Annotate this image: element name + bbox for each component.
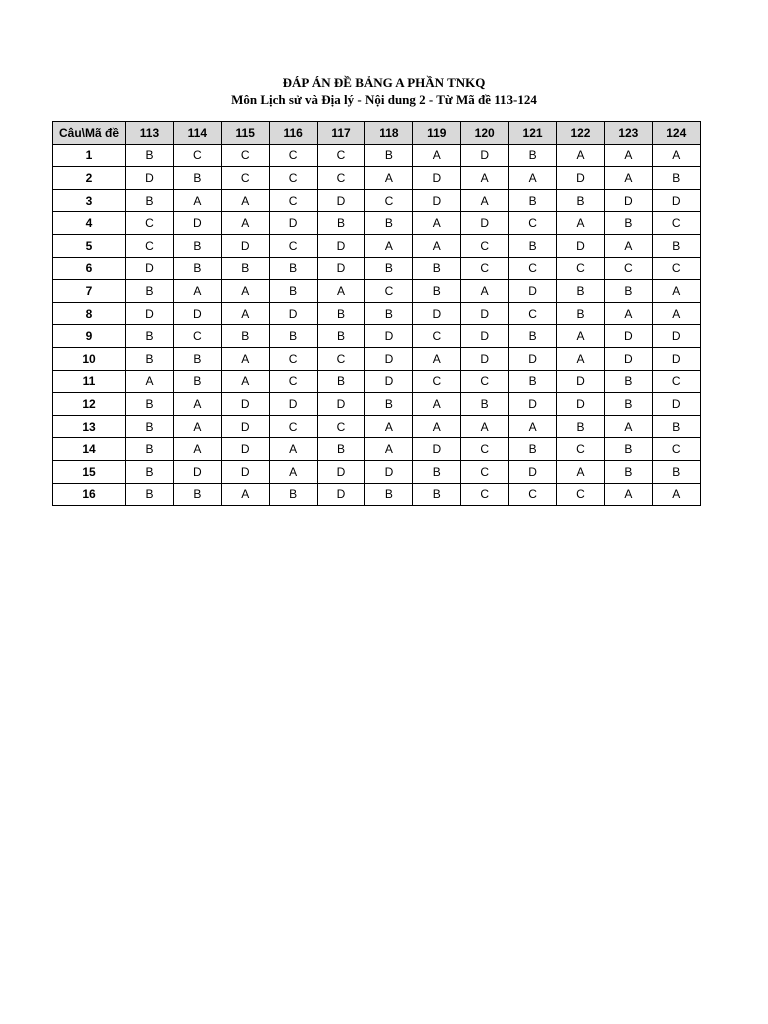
answer-cell: D [365, 460, 413, 483]
question-number: 7 [53, 280, 126, 303]
answer-cell: B [126, 438, 174, 461]
answer-cell: B [557, 302, 605, 325]
question-number: 10 [53, 347, 126, 370]
answer-cell: C [461, 234, 509, 257]
answer-cell: B [126, 280, 174, 303]
answer-cell: A [173, 189, 221, 212]
answer-cell: B [604, 280, 652, 303]
table-row [53, 212, 701, 235]
answer-cell: A [509, 167, 557, 190]
answer-cell: B [173, 483, 221, 506]
answer-cell: D [365, 347, 413, 370]
answer-cell: D [413, 438, 461, 461]
answer-cell: A [557, 460, 605, 483]
answer-cell: B [652, 234, 700, 257]
answer-cell: A [173, 280, 221, 303]
answer-cell: B [126, 347, 174, 370]
answer-cell: D [557, 234, 605, 257]
answer-cell: B [604, 212, 652, 235]
answer-cell: C [413, 370, 461, 393]
answer-cell: C [557, 257, 605, 280]
answer-cell: D [509, 460, 557, 483]
answer-cell: B [604, 438, 652, 461]
answer-cell: D [173, 302, 221, 325]
answer-cell: B [269, 280, 317, 303]
document-subtitle: Môn Lịch sử và Địa lý - Nội dung 2 - Từ Mã đề 113-124 [231, 92, 537, 107]
answer-cell: A [604, 167, 652, 190]
table-header-row [53, 122, 701, 145]
exam-code-header: 119 [413, 122, 461, 145]
answer-cell: D [461, 144, 509, 167]
answer-cell: B [269, 483, 317, 506]
answer-cell: D [652, 189, 700, 212]
answer-cell: B [317, 302, 365, 325]
corner-header: Câu\Mã đề [53, 122, 126, 145]
answer-cell: D [461, 347, 509, 370]
answer-cell: B [317, 370, 365, 393]
answer-cell: D [365, 370, 413, 393]
answer-cell: A [413, 144, 461, 167]
answer-cell: A [221, 347, 269, 370]
answer-cell: D [461, 302, 509, 325]
answer-cell: A [509, 415, 557, 438]
answer-cell: B [557, 415, 605, 438]
answer-cell: B [126, 393, 174, 416]
question-number: 4 [53, 212, 126, 235]
answer-cell: D [413, 189, 461, 212]
answer-cell: C [652, 212, 700, 235]
document-title-block [0, 74, 768, 108]
answer-cell: C [126, 234, 174, 257]
answer-cell: C [317, 167, 365, 190]
answer-cell: D [557, 370, 605, 393]
answer-cell: D [221, 393, 269, 416]
question-number: 12 [53, 393, 126, 416]
answer-cell: A [365, 415, 413, 438]
answer-cell: D [461, 212, 509, 235]
answer-cell: A [173, 438, 221, 461]
exam-code-header: 120 [461, 122, 509, 145]
answer-cell: B [413, 257, 461, 280]
answer-cell: C [365, 189, 413, 212]
answer-cell: D [269, 302, 317, 325]
answer-cell: D [509, 393, 557, 416]
answer-cell: C [221, 167, 269, 190]
question-number: 8 [53, 302, 126, 325]
answer-cell: A [221, 189, 269, 212]
answer-cell: B [365, 144, 413, 167]
answer-cell: D [269, 212, 317, 235]
answer-cell: C [317, 415, 365, 438]
answer-cell: D [365, 325, 413, 348]
answer-cell: A [413, 393, 461, 416]
answer-cell: C [317, 347, 365, 370]
table-row [53, 347, 701, 370]
answer-cell: A [413, 415, 461, 438]
answer-cell: B [221, 325, 269, 348]
answer-cell: A [413, 234, 461, 257]
answer-cell: A [461, 280, 509, 303]
answer-cell: A [461, 167, 509, 190]
table-row [53, 415, 701, 438]
answer-cell: A [652, 144, 700, 167]
answer-cell: B [365, 302, 413, 325]
table-row [53, 438, 701, 461]
question-number: 14 [53, 438, 126, 461]
answer-cell: C [126, 212, 174, 235]
exam-code-header: 115 [221, 122, 269, 145]
answer-cell: D [317, 460, 365, 483]
question-number: 2 [53, 167, 126, 190]
answer-cell: A [557, 212, 605, 235]
answer-cell: C [269, 189, 317, 212]
answer-cell: D [604, 325, 652, 348]
answer-cell: A [221, 212, 269, 235]
answer-cell: D [413, 167, 461, 190]
answer-cell: A [461, 189, 509, 212]
answer-cell: B [126, 144, 174, 167]
answer-cell: D [126, 302, 174, 325]
answer-cell: D [221, 438, 269, 461]
answer-cell: B [173, 167, 221, 190]
answer-cell: B [269, 257, 317, 280]
answer-cell: B [413, 483, 461, 506]
answer-cell: A [557, 144, 605, 167]
answer-cell: C [461, 483, 509, 506]
answer-cell: B [413, 280, 461, 303]
answer-cell: D [317, 483, 365, 506]
answer-cell: C [461, 257, 509, 280]
answer-cell: B [652, 460, 700, 483]
table-row [53, 234, 701, 257]
answer-cell: D [126, 167, 174, 190]
answer-cell: D [221, 415, 269, 438]
exam-code-header: 116 [269, 122, 317, 145]
answer-cell: A [461, 415, 509, 438]
answer-cell: B [413, 460, 461, 483]
exam-code-header: 121 [509, 122, 557, 145]
answer-cell: C [413, 325, 461, 348]
answer-cell: A [557, 347, 605, 370]
answer-cell: B [509, 234, 557, 257]
answer-cell: A [413, 347, 461, 370]
answer-cell: B [173, 234, 221, 257]
answer-cell: C [652, 370, 700, 393]
answer-cell: A [365, 234, 413, 257]
answer-key-table [52, 121, 701, 506]
answer-cell: A [221, 483, 269, 506]
answer-cell: B [173, 257, 221, 280]
answer-cell: D [413, 302, 461, 325]
answer-cell: A [652, 302, 700, 325]
answer-cell: D [652, 393, 700, 416]
answer-cell: D [317, 189, 365, 212]
exam-code-header: 117 [317, 122, 365, 145]
question-number: 13 [53, 415, 126, 438]
answer-cell: D [221, 234, 269, 257]
answer-cell: C [269, 347, 317, 370]
exam-code-header: 114 [173, 122, 221, 145]
answer-cell: C [509, 483, 557, 506]
answer-cell: C [557, 438, 605, 461]
answer-cell: D [317, 234, 365, 257]
answer-cell: D [173, 460, 221, 483]
question-number: 11 [53, 370, 126, 393]
table-body [53, 144, 701, 506]
answer-cell: B [604, 393, 652, 416]
answer-cell: D [557, 167, 605, 190]
answer-cell: C [461, 438, 509, 461]
table-row [53, 189, 701, 212]
table-row [53, 257, 701, 280]
answer-cell: A [317, 280, 365, 303]
answer-cell: B [269, 325, 317, 348]
answer-cell: C [604, 257, 652, 280]
document-title: ĐÁP ÁN ĐỀ BẢNG A PHẦN TNKQ [282, 75, 486, 90]
answer-cell: B [509, 438, 557, 461]
answer-cell: B [126, 189, 174, 212]
question-number: 16 [53, 483, 126, 506]
exam-code-header: 118 [365, 122, 413, 145]
answer-cell: C [557, 483, 605, 506]
answer-cell: D [126, 257, 174, 280]
answer-cell: B [365, 483, 413, 506]
answer-cell: B [604, 370, 652, 393]
answer-cell: C [652, 257, 700, 280]
answer-cell: C [173, 325, 221, 348]
exam-code-header: 122 [557, 122, 605, 145]
table-row [53, 393, 701, 416]
answer-cell: B [173, 370, 221, 393]
question-number: 15 [53, 460, 126, 483]
table-row [53, 483, 701, 506]
answer-cell: B [365, 257, 413, 280]
answer-cell: A [604, 234, 652, 257]
answer-cell: A [221, 302, 269, 325]
answer-cell: A [365, 167, 413, 190]
answer-cell: B [509, 144, 557, 167]
answer-cell: D [461, 325, 509, 348]
question-number: 3 [53, 189, 126, 212]
answer-cell: A [604, 144, 652, 167]
answer-cell: C [317, 144, 365, 167]
answer-cell: C [269, 415, 317, 438]
answer-cell: A [221, 370, 269, 393]
answer-cell: D [509, 280, 557, 303]
answer-cell: C [365, 280, 413, 303]
answer-cell: A [365, 438, 413, 461]
answer-cell: A [221, 280, 269, 303]
answer-cell: D [317, 257, 365, 280]
answer-cell: C [269, 144, 317, 167]
answer-cell: C [509, 212, 557, 235]
answer-cell: B [557, 280, 605, 303]
table-row [53, 144, 701, 167]
answer-cell: A [126, 370, 174, 393]
exam-code-header: 123 [604, 122, 652, 145]
answer-cell: A [604, 483, 652, 506]
answer-cell: B [317, 325, 365, 348]
answer-cell: C [461, 370, 509, 393]
answer-cell: C [652, 438, 700, 461]
answer-cell: A [269, 438, 317, 461]
answer-cell: A [173, 415, 221, 438]
answer-cell: B [221, 257, 269, 280]
table-row [53, 325, 701, 348]
answer-cell: A [604, 302, 652, 325]
answer-cell: B [173, 347, 221, 370]
answer-cell: C [269, 167, 317, 190]
question-number: 5 [53, 234, 126, 257]
answer-cell: B [126, 460, 174, 483]
answer-cell: A [604, 415, 652, 438]
answer-cell: B [604, 460, 652, 483]
answer-cell: C [173, 144, 221, 167]
answer-cell: B [126, 483, 174, 506]
answer-cell: D [557, 393, 605, 416]
answer-cell: C [221, 144, 269, 167]
exam-code-header: 113 [126, 122, 174, 145]
answer-cell: C [461, 460, 509, 483]
answer-cell: B [365, 393, 413, 416]
answer-cell: C [509, 257, 557, 280]
answer-cell: A [173, 393, 221, 416]
answer-cell: D [173, 212, 221, 235]
exam-code-header: 124 [652, 122, 700, 145]
answer-cell: C [269, 370, 317, 393]
answer-cell: B [509, 189, 557, 212]
answer-cell: A [269, 460, 317, 483]
table-row [53, 370, 701, 393]
answer-cell: C [509, 302, 557, 325]
table-row [53, 167, 701, 190]
table-row [53, 280, 701, 303]
answer-cell: B [652, 167, 700, 190]
answer-cell: B [509, 325, 557, 348]
answer-cell: D [604, 347, 652, 370]
answer-cell: B [317, 438, 365, 461]
answer-cell: D [221, 460, 269, 483]
answer-cell: A [413, 212, 461, 235]
answer-cell: B [365, 212, 413, 235]
answer-cell: A [652, 280, 700, 303]
answer-cell: D [509, 347, 557, 370]
question-number: 1 [53, 144, 126, 167]
answer-cell: B [652, 415, 700, 438]
answer-cell: D [652, 347, 700, 370]
answer-cell: B [126, 325, 174, 348]
answer-cell: A [652, 483, 700, 506]
answer-cell: D [604, 189, 652, 212]
answer-cell: B [317, 212, 365, 235]
answer-cell: B [509, 370, 557, 393]
table-row [53, 302, 701, 325]
question-number: 9 [53, 325, 126, 348]
answer-cell: D [317, 393, 365, 416]
answer-cell: D [269, 393, 317, 416]
answer-cell: B [126, 415, 174, 438]
answer-cell: A [557, 325, 605, 348]
answer-cell: B [461, 393, 509, 416]
question-number: 6 [53, 257, 126, 280]
answer-cell: B [557, 189, 605, 212]
answer-cell: C [269, 234, 317, 257]
table-row [53, 460, 701, 483]
answer-cell: D [652, 325, 700, 348]
